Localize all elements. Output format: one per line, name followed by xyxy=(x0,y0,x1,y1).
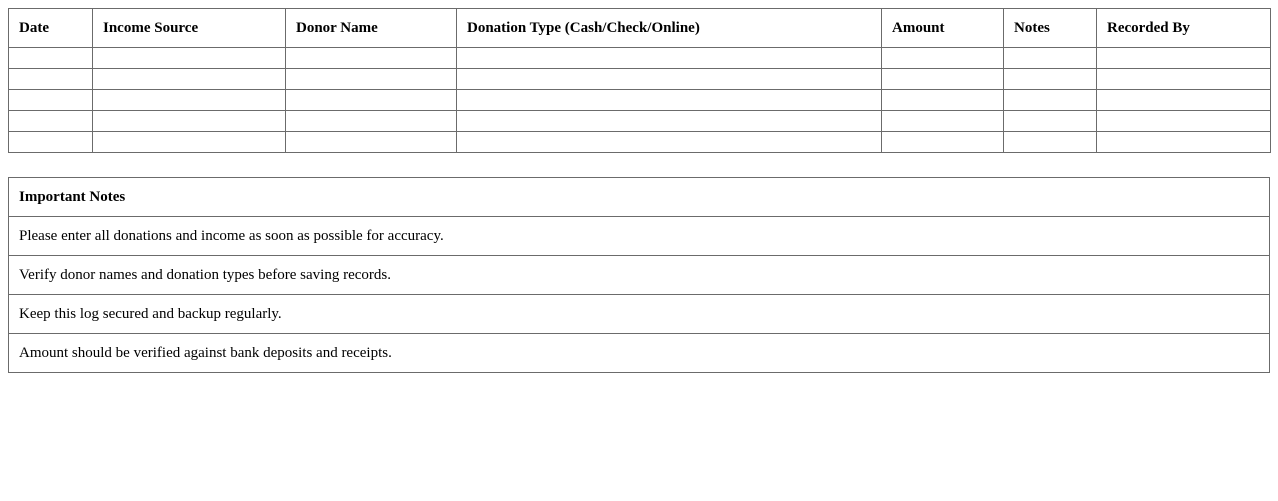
important-notes-table xyxy=(8,177,1270,373)
note-text: Please enter all donations and income as soon as possible for accuracy. xyxy=(9,217,1270,256)
table-cell-notes[interactable] xyxy=(1004,90,1097,111)
table-cell-amount[interactable] xyxy=(882,69,1004,90)
table-cell-notes[interactable] xyxy=(1004,48,1097,69)
column-header-donation-type: Donation Type (Cash/Check/Online) xyxy=(457,9,882,48)
list-item xyxy=(9,295,1270,334)
table-cell-recorded-by[interactable] xyxy=(1097,48,1271,69)
table-cell-donation-type[interactable] xyxy=(457,111,882,132)
table-cell-donor-name[interactable] xyxy=(286,90,457,111)
table-cell-recorded-by[interactable] xyxy=(1097,132,1271,153)
notes-title: Important Notes xyxy=(9,178,1270,217)
table-cell-recorded-by[interactable] xyxy=(1097,69,1271,90)
column-header-date: Date xyxy=(9,9,93,48)
table-row xyxy=(9,90,1271,111)
table-row xyxy=(9,132,1271,153)
table-cell-notes[interactable] xyxy=(1004,111,1097,132)
table-cell-amount[interactable] xyxy=(882,111,1004,132)
table-cell-date[interactable] xyxy=(9,69,93,90)
table-cell-donor-name[interactable] xyxy=(286,132,457,153)
list-item xyxy=(9,217,1270,256)
column-header-income-source: Income Source xyxy=(93,9,286,48)
table-cell-income-source[interactable] xyxy=(93,132,286,153)
donation-log-table xyxy=(8,8,1271,153)
table-cell-date[interactable] xyxy=(9,90,93,111)
table-cell-notes[interactable] xyxy=(1004,69,1097,90)
table-cell-donation-type[interactable] xyxy=(457,90,882,111)
table-cell-date[interactable] xyxy=(9,132,93,153)
table-cell-income-source[interactable] xyxy=(93,69,286,90)
table-cell-donation-type[interactable] xyxy=(457,132,882,153)
table-cell-donation-type[interactable] xyxy=(457,48,882,69)
list-item xyxy=(9,256,1270,295)
list-item xyxy=(9,334,1270,373)
table-cell-income-source[interactable] xyxy=(93,48,286,69)
table-cell-donation-type[interactable] xyxy=(457,69,882,90)
table-cell-notes[interactable] xyxy=(1004,132,1097,153)
table-row xyxy=(9,69,1271,90)
table-cell-income-source[interactable] xyxy=(93,111,286,132)
notes-header-row xyxy=(9,178,1270,217)
table-cell-recorded-by[interactable] xyxy=(1097,111,1271,132)
column-header-amount: Amount xyxy=(882,9,1004,48)
table-cell-donor-name[interactable] xyxy=(286,69,457,90)
table-row xyxy=(9,48,1271,69)
note-text: Verify donor names and donation types before saving records. xyxy=(9,256,1270,295)
table-cell-donor-name[interactable] xyxy=(286,111,457,132)
table-cell-amount[interactable] xyxy=(882,48,1004,69)
table-cell-recorded-by[interactable] xyxy=(1097,90,1271,111)
table-cell-donor-name[interactable] xyxy=(286,48,457,69)
column-header-donor-name: Donor Name xyxy=(286,9,457,48)
table-cell-income-source[interactable] xyxy=(93,90,286,111)
table-header-row xyxy=(9,9,1271,48)
table-cell-amount[interactable] xyxy=(882,132,1004,153)
table-cell-date[interactable] xyxy=(9,48,93,69)
table-cell-date[interactable] xyxy=(9,111,93,132)
note-text: Keep this log secured and backup regularly. xyxy=(9,295,1270,334)
column-header-notes: Notes xyxy=(1004,9,1097,48)
table-row xyxy=(9,111,1271,132)
table-cell-amount[interactable] xyxy=(882,90,1004,111)
note-text: Amount should be verified against bank deposits and receipts. xyxy=(9,334,1270,373)
column-header-recorded-by: Recorded By xyxy=(1097,9,1271,48)
